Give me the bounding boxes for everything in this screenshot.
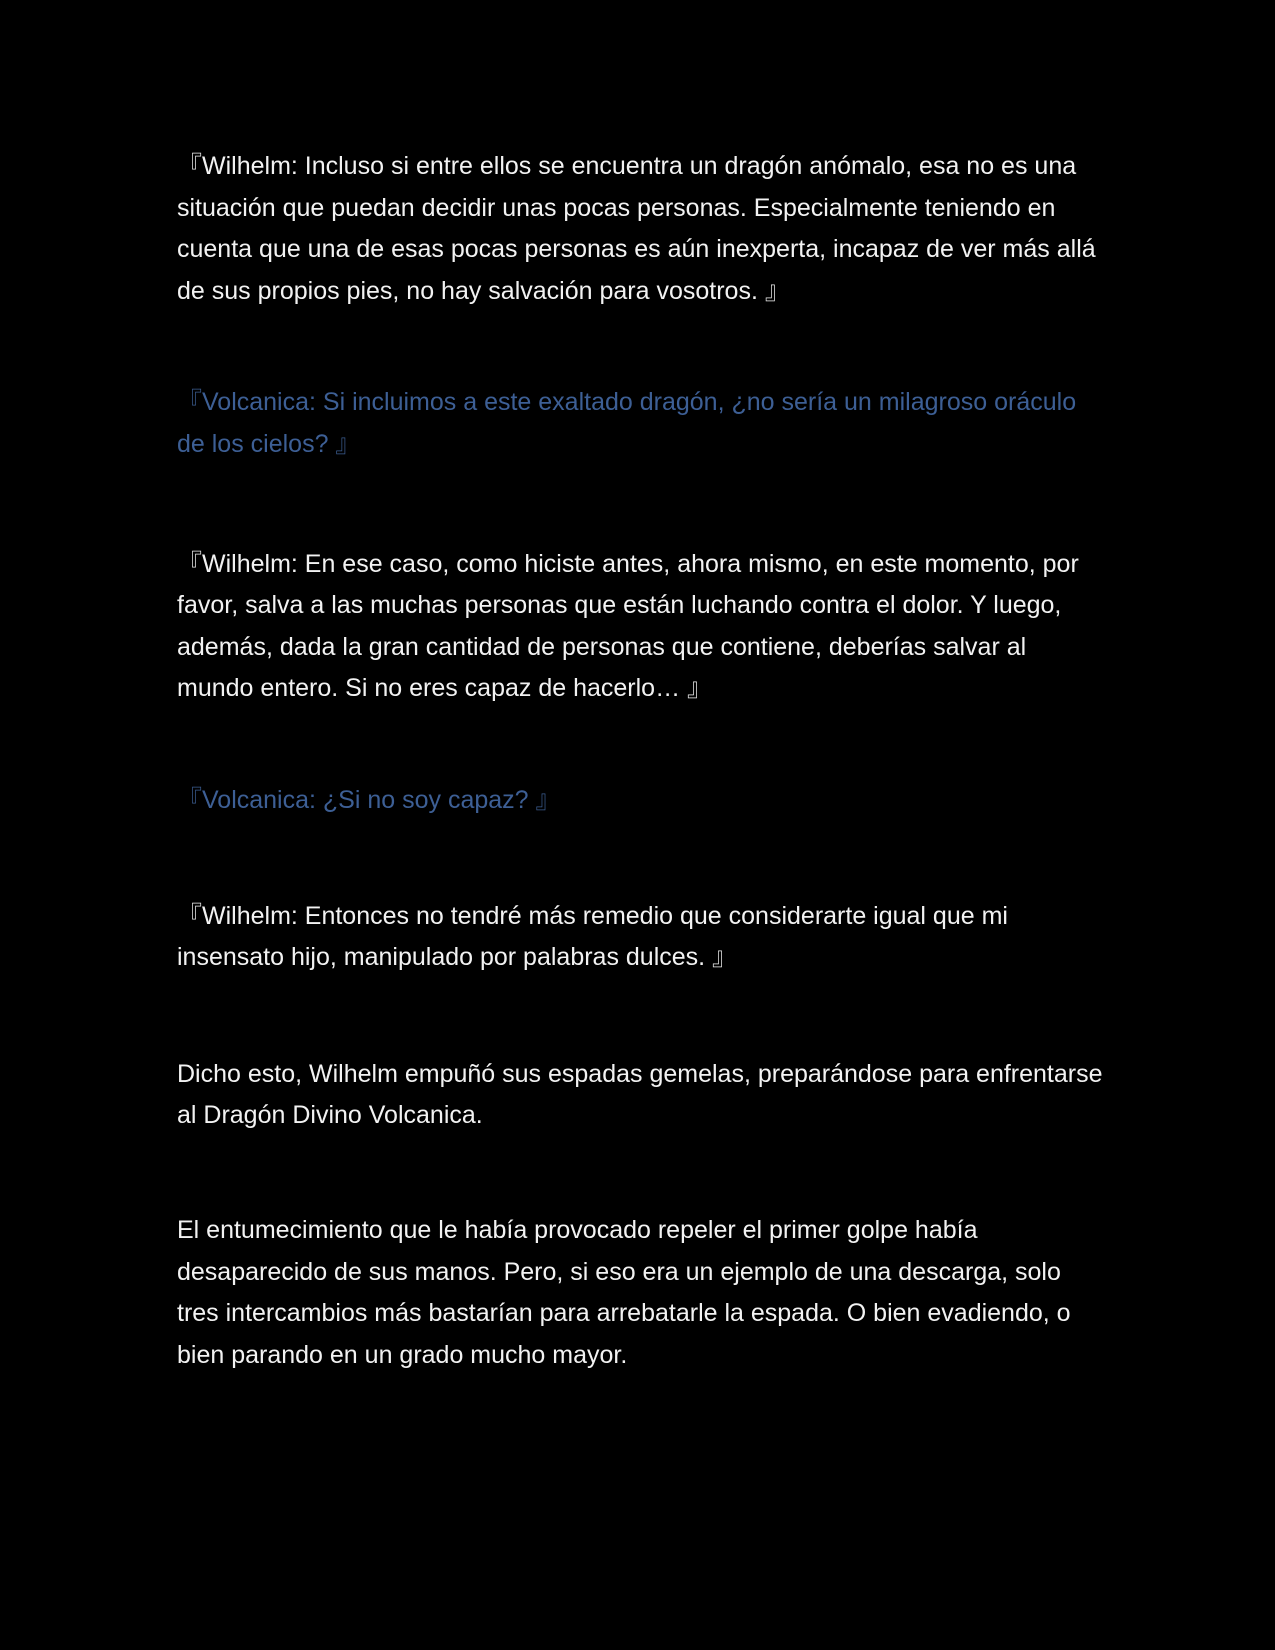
narration-paragraph-1: Dicho esto, Wilhelm empuñó sus espadas gemelas, preparándose para enfrentarse al Dragón Divino Volcanica. [177,1059,1110,1130]
dialogue-wilhelm-2: 『Wilhelm: En ese caso, como hiciste antes, ahora mismo, en este momento, por favor, salva a las muchas personas que están luchando contra el dolor. Y luego, además, dada la gran cantidad de personas que contiene, deberías salvar al mundo entero. Si no eres capaz de hacerlo… 』 [177,549,1086,703]
dialogue-volcanica-2: 『Volcanica: ¿Si no soy capaz? 』 [177,785,561,814]
dialogue-wilhelm-1: 『Wilhelm: Incluso si entre ellos se encuentra un dragón anómalo, esa no es una situación que puedan decidir unas pocas personas. Especialmente teniendo en cuenta que una de esas pocas personas es aún inexperta, incapaz de ver más allá de sus propios pies, no hay salvación para vosotros. 』 [177,152,1103,305]
dialogue-wilhelm-3: 『Wilhelm: Entonces no tendré más remedio que considerarte igual que mi insensato hijo, manipulado por palabras dulces. 』 [177,901,1015,972]
document-page [177,146,1110,1376]
narration-paragraph-2: El entumecimiento que le había provocado repeler el primer golpe había desaparecido de sus manos. Pero, si eso era un ejemplo de una descarga, solo tres intercambios más bastarían para arrebatarle la espada. O bien evadiendo, o bien parando en un grado mucho mayor. [177,1215,1078,1369]
dialogue-volcanica-1: 『Volcanica: Si incluimos a este exaltado dragón, ¿no sería un milagroso oráculo de los cielos? 』 [177,388,1084,458]
